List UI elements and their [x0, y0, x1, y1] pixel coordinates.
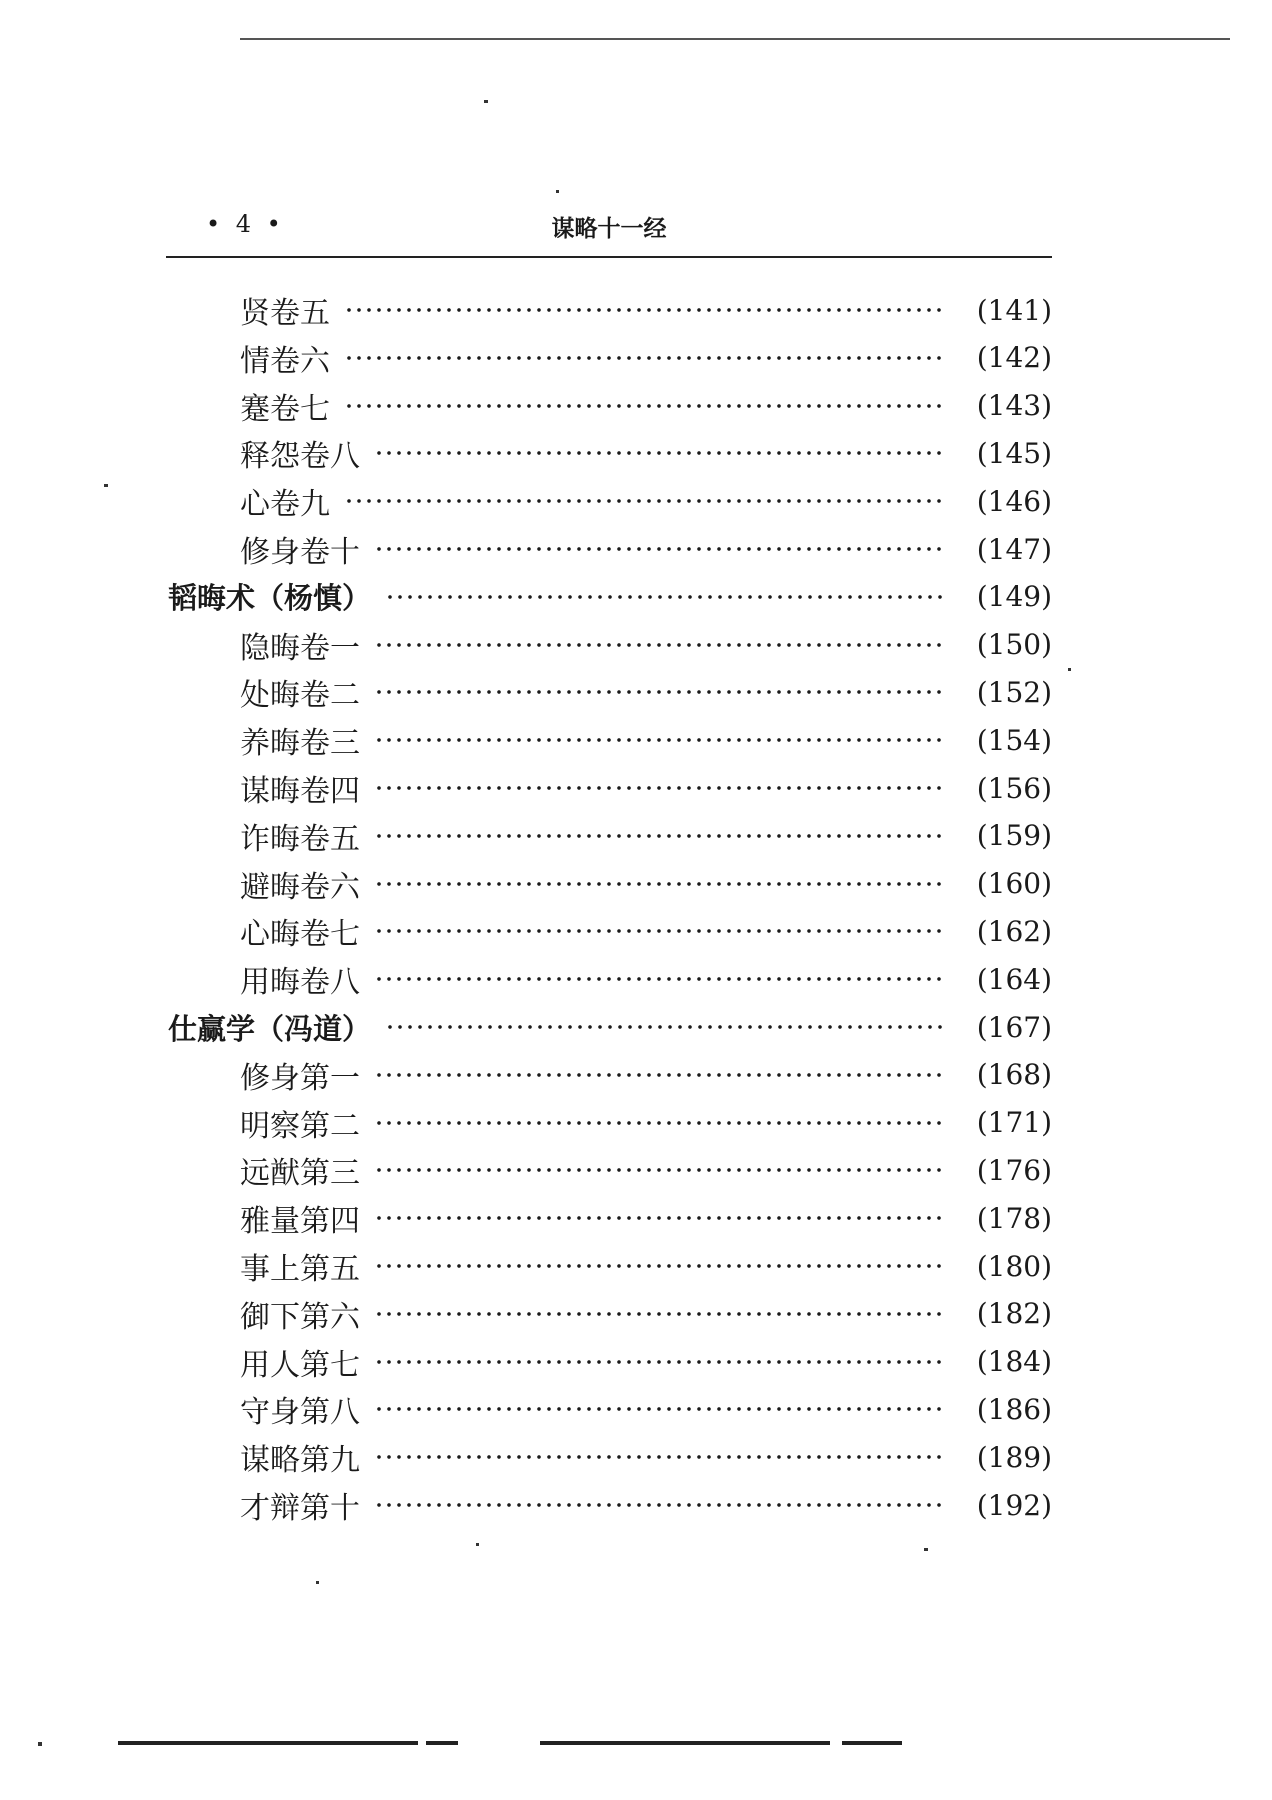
toc-entry-title: 贤卷五 — [240, 296, 330, 331]
toc-entry — [0, 1194, 1052, 1242]
toc-entry-title: 守身第八 — [240, 1395, 360, 1431]
toc-entry-title: 蹇卷七 — [240, 391, 330, 427]
toc-entry — [0, 1051, 1052, 1099]
toc-entry — [0, 907, 1052, 955]
toc-entry-title: 仕赢学（冯道） — [168, 1011, 372, 1046]
toc-entry-title: 雅量第四 — [240, 1204, 360, 1240]
toc-entry — [0, 1290, 1052, 1338]
toc-entry-title: 御下第六 — [240, 1299, 360, 1335]
dot-leader — [344, 306, 942, 314]
toc-entry — [0, 1338, 1052, 1386]
toc-entry-page: (184) — [976, 1345, 1052, 1379]
toc-entry-title: 谋晦卷四 — [240, 774, 360, 809]
toc-entry-title: 用晦卷八 — [240, 965, 360, 1001]
toc-entry-page: (164) — [976, 962, 1052, 996]
bottom-scan-rule — [118, 1741, 418, 1745]
dot-leader — [374, 688, 942, 696]
toc-entry — [0, 429, 1052, 477]
toc-entry-title: 处晦卷二 — [240, 678, 360, 714]
toc-entry-page: (142) — [976, 341, 1052, 375]
toc-entry — [0, 334, 1052, 382]
toc-entry-page: (147) — [976, 532, 1052, 566]
toc-entry-title: 隐晦卷一 — [240, 630, 360, 666]
toc-entry-page: (192) — [976, 1488, 1052, 1522]
toc-entry — [0, 1146, 1052, 1194]
dot-leader — [374, 1310, 942, 1318]
toc-entry — [0, 286, 1052, 334]
dot-leader — [344, 354, 942, 362]
dot-leader — [374, 449, 942, 457]
toc-entry-page: (146) — [976, 484, 1052, 518]
dot-leader — [374, 1119, 942, 1127]
dot-leader — [374, 975, 942, 983]
dot-leader — [344, 497, 942, 505]
toc-entry — [0, 1242, 1052, 1290]
toc-entry — [0, 621, 1052, 669]
dot-leader — [374, 1453, 942, 1461]
toc-entry-title: 心卷九 — [240, 487, 330, 523]
toc-entry — [0, 525, 1052, 573]
toc-entry-title: 谋略第九 — [240, 1443, 360, 1479]
toc-entry-title: 避晦卷六 — [240, 869, 360, 905]
dot-leader — [374, 784, 942, 792]
dot-leader — [374, 1214, 942, 1222]
toc-entry — [0, 860, 1052, 908]
toc-entry-page: (159) — [976, 819, 1052, 853]
toc-entry — [0, 1385, 1052, 1433]
bottom-scan-rule — [426, 1741, 458, 1745]
dot-leader — [374, 832, 942, 840]
toc-entry-title: 明察第二 — [240, 1108, 360, 1144]
toc-entry-title: 养晦卷三 — [240, 726, 360, 762]
toc-entry — [0, 1099, 1052, 1147]
running-title: 谋略十一经 — [551, 216, 667, 242]
toc-entry-page: (186) — [976, 1392, 1052, 1426]
toc-entry-title: 韬晦术（杨慎） — [168, 581, 372, 616]
toc-entry-page: (156) — [976, 771, 1052, 805]
dot-leader — [374, 1501, 942, 1509]
bottom-scan-rule — [842, 1741, 902, 1745]
toc-entry-page: (168) — [976, 1058, 1052, 1092]
toc-entry — [0, 668, 1052, 716]
toc-entry-page: (176) — [976, 1153, 1052, 1187]
dot-leader — [374, 927, 942, 935]
dot-leader — [385, 593, 942, 601]
dot-leader — [374, 1071, 942, 1079]
toc-entry — [0, 1433, 1052, 1481]
toc-entry-page: (160) — [976, 867, 1052, 901]
toc-entry-page: (171) — [976, 1106, 1052, 1140]
toc-entry-title: 远猷第三 — [240, 1156, 360, 1192]
toc-entry — [0, 477, 1052, 525]
toc-entry — [0, 764, 1052, 812]
dot-leader — [374, 880, 942, 888]
toc-entry-title: 修身卷十 — [240, 535, 360, 570]
dot-leader — [374, 545, 942, 553]
toc-entry-title: 情卷六 — [240, 343, 330, 379]
toc-entry — [0, 382, 1052, 430]
toc-entry-title: 才辩第十 — [240, 1491, 360, 1526]
toc-entry-page: (189) — [976, 1440, 1052, 1474]
dot-leader — [344, 402, 942, 410]
toc-entry-page: (150) — [976, 628, 1052, 662]
toc-entry-title: 用人第七 — [240, 1347, 360, 1383]
toc-section-entry — [0, 573, 1052, 621]
toc-entry-title: 诈晦卷五 — [240, 821, 360, 857]
bottom-scan-rule — [540, 1741, 830, 1745]
toc-entry-page: (152) — [976, 675, 1052, 709]
dot-leader — [374, 641, 942, 649]
toc-entry-page: (180) — [976, 1249, 1052, 1283]
page-number: • 4 • — [206, 210, 285, 238]
toc-entry-page: (143) — [976, 389, 1052, 423]
toc-entry-title: 释怨卷八 — [240, 439, 360, 475]
dot-leader — [374, 1358, 942, 1366]
dot-leader — [374, 1262, 942, 1270]
toc-entry-title: 事上第五 — [240, 1252, 360, 1287]
toc-entry — [0, 955, 1052, 1003]
toc-entry-page: (182) — [976, 1297, 1052, 1331]
toc-entry-page: (145) — [976, 436, 1052, 470]
toc-entry-page: (178) — [976, 1201, 1052, 1235]
toc-entry — [0, 812, 1052, 860]
toc-entry — [0, 716, 1052, 764]
toc-section-entry — [0, 1003, 1052, 1051]
toc-entry — [0, 1481, 1052, 1529]
toc-entry-title: 心晦卷七 — [240, 917, 360, 953]
toc-entry-page: (167) — [976, 1010, 1052, 1044]
toc-entry-page: (149) — [976, 580, 1052, 614]
toc-entry-page: (162) — [976, 914, 1052, 948]
dot-leader — [374, 736, 942, 744]
toc-entry-title: 修身第一 — [240, 1060, 360, 1096]
toc-entry-page: (154) — [976, 723, 1052, 757]
dot-leader — [374, 1405, 942, 1413]
dot-leader — [374, 1166, 942, 1174]
toc-entry-page: (141) — [976, 293, 1052, 327]
dot-leader — [385, 1023, 942, 1031]
